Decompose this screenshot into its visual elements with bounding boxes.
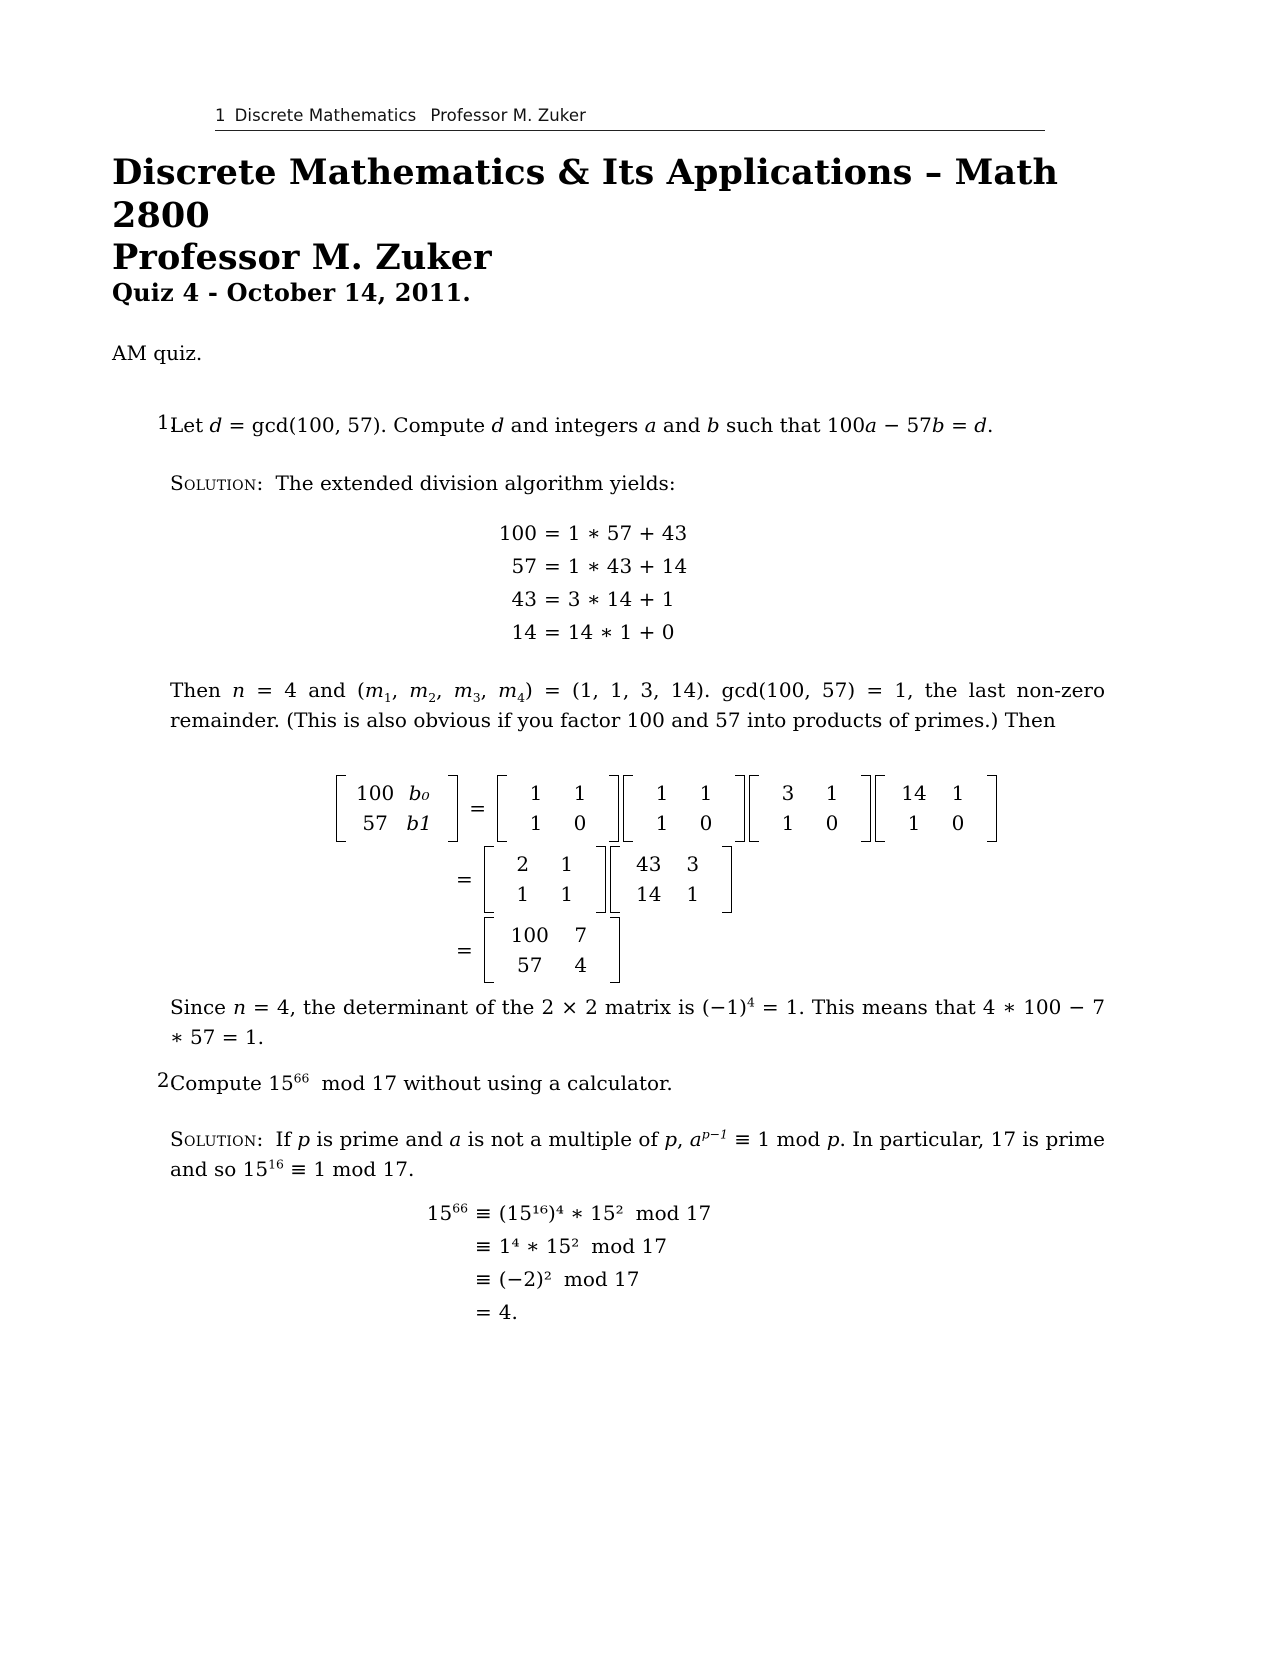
problem-1-solution-intro	[170, 468, 1105, 498]
intro-text: AM quiz.	[112, 341, 203, 365]
bracket-left	[610, 846, 620, 913]
para-part: Then	[170, 678, 233, 702]
congruence-equations	[400, 1200, 712, 1335]
equation-rhs: (−2)²	[498, 1267, 552, 1291]
quiz-heading: Quiz 4 - October 14, 2011.	[112, 278, 471, 307]
problem-2-statement	[170, 1068, 1047, 1098]
para-part: = 4, the determinant of the 2 × 2 matrix is (−1)	[245, 995, 747, 1019]
var-p: p	[826, 1127, 840, 1151]
bracket-right	[448, 775, 458, 842]
matrix-cells	[759, 775, 861, 842]
bracket-right	[987, 775, 997, 842]
equation-relation: =	[475, 1300, 492, 1324]
matrix-equation-line-1	[112, 775, 1047, 842]
matrix-equation-block	[112, 775, 1047, 987]
bracket-right	[735, 775, 745, 842]
equation-rhs: 3 ∗ 14 + 1	[567, 587, 675, 611]
matrix-cell: 1	[655, 811, 669, 836]
problem-1-statement	[170, 410, 1047, 440]
bracket-left	[749, 775, 759, 842]
matrix-relation: =	[456, 867, 473, 892]
base: 15	[426, 1201, 453, 1225]
para-part: ,	[436, 678, 454, 702]
running-header	[215, 106, 1045, 131]
matrix-cell: 100	[356, 781, 395, 805]
equation-row	[400, 1302, 711, 1322]
bracket-right	[609, 775, 619, 842]
sol-part: ,	[677, 1127, 690, 1151]
sol-part: ≡ 1 mod	[727, 1127, 827, 1151]
equation-relation: =	[544, 521, 561, 545]
matrix-cells	[620, 846, 722, 913]
matrix-cell: b1	[406, 811, 432, 836]
header-page-number: 1	[215, 106, 226, 125]
bracket-left	[484, 917, 494, 984]
equation-row	[455, 622, 687, 642]
matrix-cell: 0	[825, 811, 839, 836]
matrix-cell: 1	[529, 781, 543, 805]
stmt-part: and integers	[504, 413, 645, 437]
var-m-sub: 2	[428, 690, 437, 705]
var-a: a	[449, 1127, 462, 1151]
problem-1-number: 1.	[156, 410, 176, 434]
stmt-part: .	[987, 413, 994, 437]
var-m-sub: 3	[472, 690, 481, 705]
problem-2-number: 2.	[156, 1068, 176, 1092]
matrix-row	[640, 778, 728, 808]
stmt-part: mod 17 without using a calculator.	[321, 1071, 673, 1095]
sol-part: is not a multiple of	[461, 1127, 665, 1151]
matrix-cell: 2	[516, 851, 530, 876]
matrix-cell: 1	[655, 781, 669, 805]
bracket-right	[596, 846, 606, 913]
var-d: d	[491, 413, 505, 437]
equation-relation: =	[544, 620, 561, 644]
bracket-left	[497, 775, 507, 842]
matrix-cell: b₀	[408, 781, 430, 805]
matrix-cells	[494, 917, 610, 984]
equation-rhs: (15¹⁶)⁴ ∗ 15²	[498, 1201, 624, 1225]
var-m: m	[498, 678, 518, 702]
equation-lhs: 57	[511, 554, 537, 578]
bracket-left	[484, 846, 494, 913]
matrix-cell: 1	[686, 882, 700, 907]
var-d: d	[974, 413, 988, 437]
bracket-left	[623, 775, 633, 842]
var-a: a	[689, 1127, 702, 1151]
equation-row	[400, 1269, 711, 1289]
matrix-row	[353, 778, 441, 808]
matrix-factor	[497, 775, 619, 842]
header-course: Discrete Mathematics	[234, 106, 417, 125]
matrix-cell: 43	[636, 851, 662, 876]
matrix-row	[766, 808, 854, 838]
matrix-cell: 57	[362, 811, 388, 836]
var-b: b	[706, 413, 720, 437]
matrix-cell: 1	[516, 882, 530, 907]
var-p: p	[664, 1127, 678, 1151]
stmt-part: such that 100	[719, 413, 866, 437]
matrix-cells	[494, 846, 596, 913]
matrix-factor	[749, 775, 871, 842]
var-m: m	[409, 678, 429, 702]
para-part: = 1. This means that 4 ∗ 100 − 7 ∗ 57 = 1.	[170, 995, 1105, 1050]
var-p: p	[297, 1127, 311, 1151]
problem-2	[112, 1068, 1047, 1098]
equation-row	[455, 556, 687, 576]
bracket-right	[722, 846, 732, 913]
matrix-factor	[623, 775, 745, 842]
para-part: ) = (1, 1, 3, 14). gcd(100, 57) = 1, the last non-zero remainder. (This is also obvious if you factor 100 and 57 into products of primes.) Then	[170, 678, 1106, 733]
equation-rhs: 1⁴ ∗ 15²	[498, 1234, 580, 1258]
matrix-cell: 0	[573, 811, 587, 836]
matrix-row	[514, 778, 602, 808]
bracket-right	[610, 917, 620, 984]
var-a: a	[644, 413, 657, 437]
sol-part: is prime and	[310, 1127, 450, 1151]
stmt-part: =	[944, 413, 975, 437]
matrix-cell: 14	[636, 882, 662, 907]
equation-rhs: 4.	[498, 1300, 518, 1324]
equation-lhs: 43	[511, 587, 537, 611]
equation-row	[455, 523, 687, 543]
stmt-part: − 57	[876, 413, 932, 437]
matrix-cell: 1	[573, 781, 587, 805]
matrix-cell: 0	[951, 811, 965, 836]
exponent: 16	[268, 1156, 284, 1172]
document-title	[112, 152, 1062, 280]
modulus: mod 17	[591, 1234, 667, 1258]
matrix-cell: 3	[686, 851, 700, 876]
equation-lhs: 14	[511, 620, 537, 644]
matrix-cell: 3	[781, 781, 795, 805]
matrix-left	[336, 775, 458, 842]
matrix-row	[892, 778, 980, 808]
matrix-cell: 1	[699, 781, 713, 805]
equation-rhs: 1 ∗ 43 + 14	[567, 554, 688, 578]
matrix-row	[627, 849, 715, 879]
problem-2-solution	[170, 1124, 1105, 1185]
para-part: = 4 and (	[245, 678, 365, 702]
matrix-cell: 1	[560, 882, 574, 907]
equation-relation: ≡	[475, 1267, 492, 1291]
para-part: ,	[391, 678, 410, 702]
sol-part: If	[275, 1127, 298, 1151]
solution-label: Solution:	[170, 1127, 264, 1151]
matrix-cell: 1	[560, 851, 574, 876]
matrix-cell: 1	[907, 811, 921, 836]
equation-relation: =	[544, 554, 561, 578]
matrix-row	[640, 808, 728, 838]
matrix-row	[353, 808, 441, 838]
matrix-row	[501, 849, 589, 879]
exponent: 66	[452, 1200, 468, 1216]
matrix-factor	[484, 846, 606, 913]
matrix-row	[501, 950, 603, 980]
solution-label: Solution:	[170, 471, 264, 495]
equation-relation: =	[544, 587, 561, 611]
matrix-cell: 1	[781, 811, 795, 836]
matrix-cells	[507, 775, 609, 842]
matrix-equation-line-3	[112, 917, 1047, 984]
matrix-equation-line-2	[112, 846, 1047, 913]
document-title-line2: Professor M. Zuker	[112, 237, 492, 279]
modulus: mod 17	[563, 1267, 640, 1291]
exponent: p−1	[701, 1126, 728, 1142]
problem-1	[112, 410, 1047, 440]
equation-row	[400, 1200, 712, 1225]
matrix-cells	[633, 775, 735, 842]
var-m: m	[453, 678, 473, 702]
matrix-row	[892, 808, 980, 838]
matrix-factor	[875, 775, 997, 842]
solution-intro-text: The extended division algorithm yields:	[275, 471, 676, 495]
stmt-part: and	[656, 413, 707, 437]
matrix-row	[501, 920, 603, 950]
matrix-cell: 0	[699, 811, 713, 836]
matrix-cells	[885, 775, 987, 842]
var-a: a	[865, 413, 877, 437]
problem-1-since-paragraph	[170, 992, 1105, 1053]
para-part: ,	[480, 678, 499, 702]
sol-part: ≡ 1 mod 17.	[283, 1157, 415, 1182]
document-title-line1: Discrete Mathematics & Its Applications – Math 2800	[112, 152, 1059, 236]
stmt-part: = gcd(100, 57). Compute	[222, 413, 492, 437]
equation-lhs	[400, 1200, 475, 1225]
bracket-right	[861, 775, 871, 842]
equation-row	[455, 589, 687, 609]
var-m-sub: 1	[383, 690, 392, 705]
matrix-cell: 57	[517, 952, 543, 977]
equation-lhs: 100	[498, 521, 537, 545]
bracket-left	[336, 775, 346, 842]
matrix-cell: 1	[951, 781, 965, 805]
stmt-part: Compute 15	[170, 1071, 294, 1095]
matrix-cell: 100	[510, 922, 549, 947]
var-n: n	[233, 995, 246, 1019]
var-m-sub: 4	[517, 690, 526, 705]
equation-rhs: 1 ∗ 57 + 43	[567, 521, 688, 545]
matrix-cell: 1	[825, 781, 839, 805]
header-instructor: Professor M. Zuker	[430, 106, 586, 125]
matrix-relation: =	[469, 796, 486, 821]
var-n: n	[232, 678, 246, 702]
matrix-cell: 4	[574, 952, 588, 977]
stmt-part: Let	[170, 413, 210, 437]
var-d: d	[209, 413, 223, 437]
matrix-row	[766, 778, 854, 808]
para-part: Since	[170, 995, 234, 1019]
matrix-factor	[610, 846, 732, 913]
matrix-cell: 1	[529, 811, 543, 836]
matrix-factor	[484, 917, 620, 984]
problem-1-then-paragraph	[170, 675, 1105, 736]
matrix-cell: 7	[574, 922, 588, 947]
var-b: b	[931, 413, 945, 437]
exponent: 66	[293, 1070, 310, 1086]
matrix-row	[627, 879, 715, 909]
bracket-left	[875, 775, 885, 842]
matrix-cells	[346, 775, 448, 842]
modulus: mod 17	[635, 1201, 712, 1225]
sol-part: . In particular, 17 is prime and so 15	[170, 1127, 1105, 1182]
division-equations	[455, 523, 687, 655]
equation-relation: ≡	[475, 1234, 492, 1258]
matrix-relation: =	[456, 937, 473, 962]
equation-relation: ≡	[475, 1201, 492, 1225]
equation-rhs: 14 ∗ 1 + 0	[567, 620, 675, 644]
exponent: 4	[746, 994, 755, 1010]
matrix-row	[514, 808, 602, 838]
matrix-row	[501, 879, 589, 909]
equation-row	[400, 1236, 711, 1256]
var-m: m	[364, 678, 384, 702]
matrix-cell: 14	[901, 781, 927, 805]
